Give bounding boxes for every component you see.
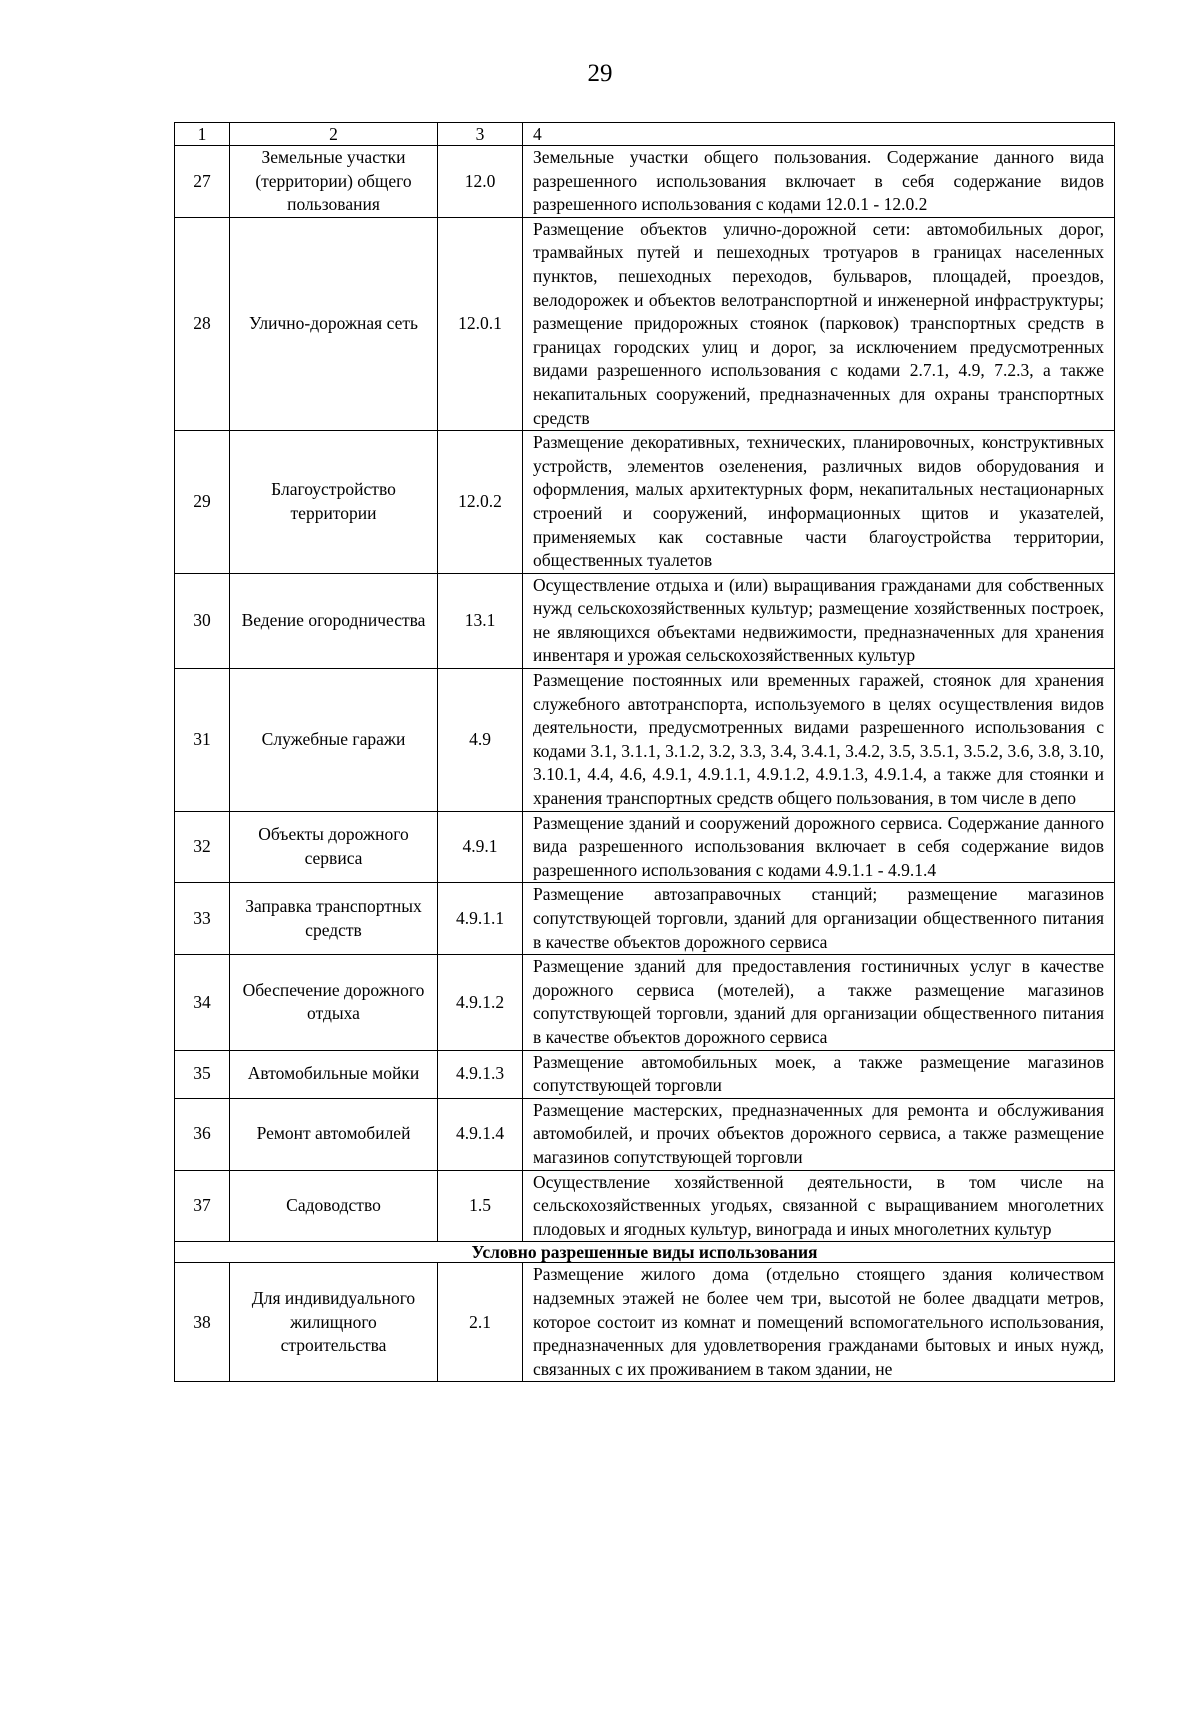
use-name: Ремонт автомобилей — [230, 1098, 438, 1170]
use-code: 4.9.1.2 — [438, 955, 523, 1050]
table-row — [175, 573, 1115, 668]
use-code: 4.9.1.3 — [438, 1050, 523, 1098]
use-name: Объекты дорожного сервиса — [230, 811, 438, 883]
table-row — [175, 146, 1115, 218]
header-col-1: 1 — [175, 123, 230, 146]
land-use-table — [174, 122, 1115, 1382]
page-number: 29 — [587, 60, 613, 87]
table-row — [175, 1098, 1115, 1170]
use-code: 12.0 — [438, 146, 523, 218]
table-row — [175, 955, 1115, 1050]
use-code: 2.1 — [438, 1263, 523, 1382]
row-number: 28 — [175, 217, 230, 430]
use-code: 1.5 — [438, 1170, 523, 1242]
section-header-row — [175, 1242, 1115, 1263]
header-col-2: 2 — [230, 123, 438, 146]
row-number: 35 — [175, 1050, 230, 1098]
use-name: Обеспечение дорожного отдыха — [230, 955, 438, 1050]
use-name: Служебные гаражи — [230, 669, 438, 812]
use-name: Для индивидуального жилищного строительства — [230, 1263, 438, 1382]
row-number: 29 — [175, 431, 230, 574]
use-code: 4.9.1.4 — [438, 1098, 523, 1170]
use-name: Благоустройство территории — [230, 431, 438, 574]
use-name: Земельные участки (территории) общего пользования — [230, 146, 438, 218]
use-description: Размещение зданий и сооружений дорожного сервиса. Содержание данного вида разрешенного использования включает в себя содержание видов разрешенного использования с кодами 4.9.1.1 - 4.9.1.4 — [523, 811, 1115, 883]
table-row — [175, 811, 1115, 883]
table-row — [175, 431, 1115, 574]
use-code: 4.9.1 — [438, 811, 523, 883]
use-name: Ведение огородничества — [230, 573, 438, 668]
use-name: Садоводство — [230, 1170, 438, 1242]
table-row — [175, 1170, 1115, 1242]
row-number: 37 — [175, 1170, 230, 1242]
use-description: Размещение зданий для предоставления гостиничных услуг в качестве дорожного сервиса (мотелей), а также размещение магазинов сопутствующей торговли, зданий для организации общественного питания в качестве объектов дорожного сервиса — [523, 955, 1115, 1050]
table-row — [175, 1263, 1115, 1382]
use-code: 4.9 — [438, 669, 523, 812]
table-row — [175, 217, 1115, 430]
use-name: Заправка транспортных средств — [230, 883, 438, 955]
row-number: 32 — [175, 811, 230, 883]
use-code: 13.1 — [438, 573, 523, 668]
row-number: 30 — [175, 573, 230, 668]
use-description: Размещение объектов улично-дорожной сети: автомобильных дорог, трамвайных путей и пешеходных тротуаров в границах населенных пунктов, пешеходных переходов, бульваров, площадей, проездов, велодорожек и объектов велотранспортной и инженерной инфраструктуры; размещение придорожных стоянок (парковок) транспортных средств в границах городских улиц и дорог, за исключением предусмотренных видами разрешенного использования с кодами 2.7.1, 4.9, 7.2.3, а также некапитальных сооружений, предназначенных для охраны транспортных средств — [523, 217, 1115, 430]
use-description: Размещение автозаправочных станций; размещение магазинов сопутствующей торговли, зданий для организации общественного питания в качестве объектов дорожного сервиса — [523, 883, 1115, 955]
use-description: Осуществление отдыха и (или) выращивания гражданами для собственных нужд сельскохозяйственных культур; размещение хозяйственных построек, не являющихся объектами недвижимости, предназначенных для хранения инвентаря и урожая сельскохозяйственных культур — [523, 573, 1115, 668]
row-number: 38 — [175, 1263, 230, 1382]
table-row — [175, 1050, 1115, 1098]
use-description: Размещение декоративных, технических, планировочных, конструктивных устройств, элементов озеленения, различных видов оборудования и оформления, малых архитектурных форм, некапитальных нестационарных строений и сооружений, информационных щитов и указателей, применяемых как составные части благоустройства территории, общественных туалетов — [523, 431, 1115, 574]
row-number: 36 — [175, 1098, 230, 1170]
row-number: 33 — [175, 883, 230, 955]
use-description: Осуществление хозяйственной деятельности, в том числе на сельскохозяйственных угодьях, связанной с выращиванием многолетних плодовых и ягодных культур, винограда и иных многолетних культур — [523, 1170, 1115, 1242]
use-description: Размещение мастерских, предназначенных для ремонта и обслуживания автомобилей, и прочих объектов дорожного сервиса, а также размещение магазинов сопутствующей торговли — [523, 1098, 1115, 1170]
section-title: Условно разрешенные виды использования — [175, 1242, 1115, 1263]
use-code: 12.0.1 — [438, 217, 523, 430]
header-col-3: 3 — [438, 123, 523, 146]
row-number: 34 — [175, 955, 230, 1050]
use-description: Земельные участки общего пользования. Содержание данного вида разрешенного использования включает в себя содержание видов разрешенного использования с кодами 12.0.1 - 12.0.2 — [523, 146, 1115, 218]
use-code: 4.9.1.1 — [438, 883, 523, 955]
header-col-4: 4 — [523, 123, 1115, 146]
use-description: Размещение постоянных или временных гаражей, стоянок для хранения служебного автотранспорта, используемого в целях осуществления видов деятельности, предусмотренных видами разрешенного использования с кодами 3.1, 3.1.1, 3.1.2, 3.2, 3.3, 3.4, 3.4.1, 3.4.2, 3.5, 3.5.1, 3.5.2, 3.6, 3.8, 3.10, 3.10.1, 4.4, 4.6, 4.9.1, 4.9.1.1, 4.9.1.2, 4.9.1.3, 4.9.1.4, а также для стоянки и хранения транспортных средств общего пользования, в том числе в депо — [523, 669, 1115, 812]
use-description: Размещение жилого дома (отдельно стоящего здания количеством надземных этажей не более чем три, высотой не более двадцати метров, которое состоит из комнат и помещений вспомогательного использования, предназначенных для удовлетворения гражданами бытовых и иных нужд, связанных с их проживанием в таком здании, не — [523, 1263, 1115, 1382]
row-number: 31 — [175, 669, 230, 812]
table-row — [175, 883, 1115, 955]
use-name: Улично-дорожная сеть — [230, 217, 438, 430]
table-row — [175, 669, 1115, 812]
use-code: 12.0.2 — [438, 431, 523, 574]
use-description: Размещение автомобильных моек, а также размещение магазинов сопутствующей торговли — [523, 1050, 1115, 1098]
table-header-row — [175, 123, 1115, 146]
use-name: Автомобильные мойки — [230, 1050, 438, 1098]
row-number: 27 — [175, 146, 230, 218]
